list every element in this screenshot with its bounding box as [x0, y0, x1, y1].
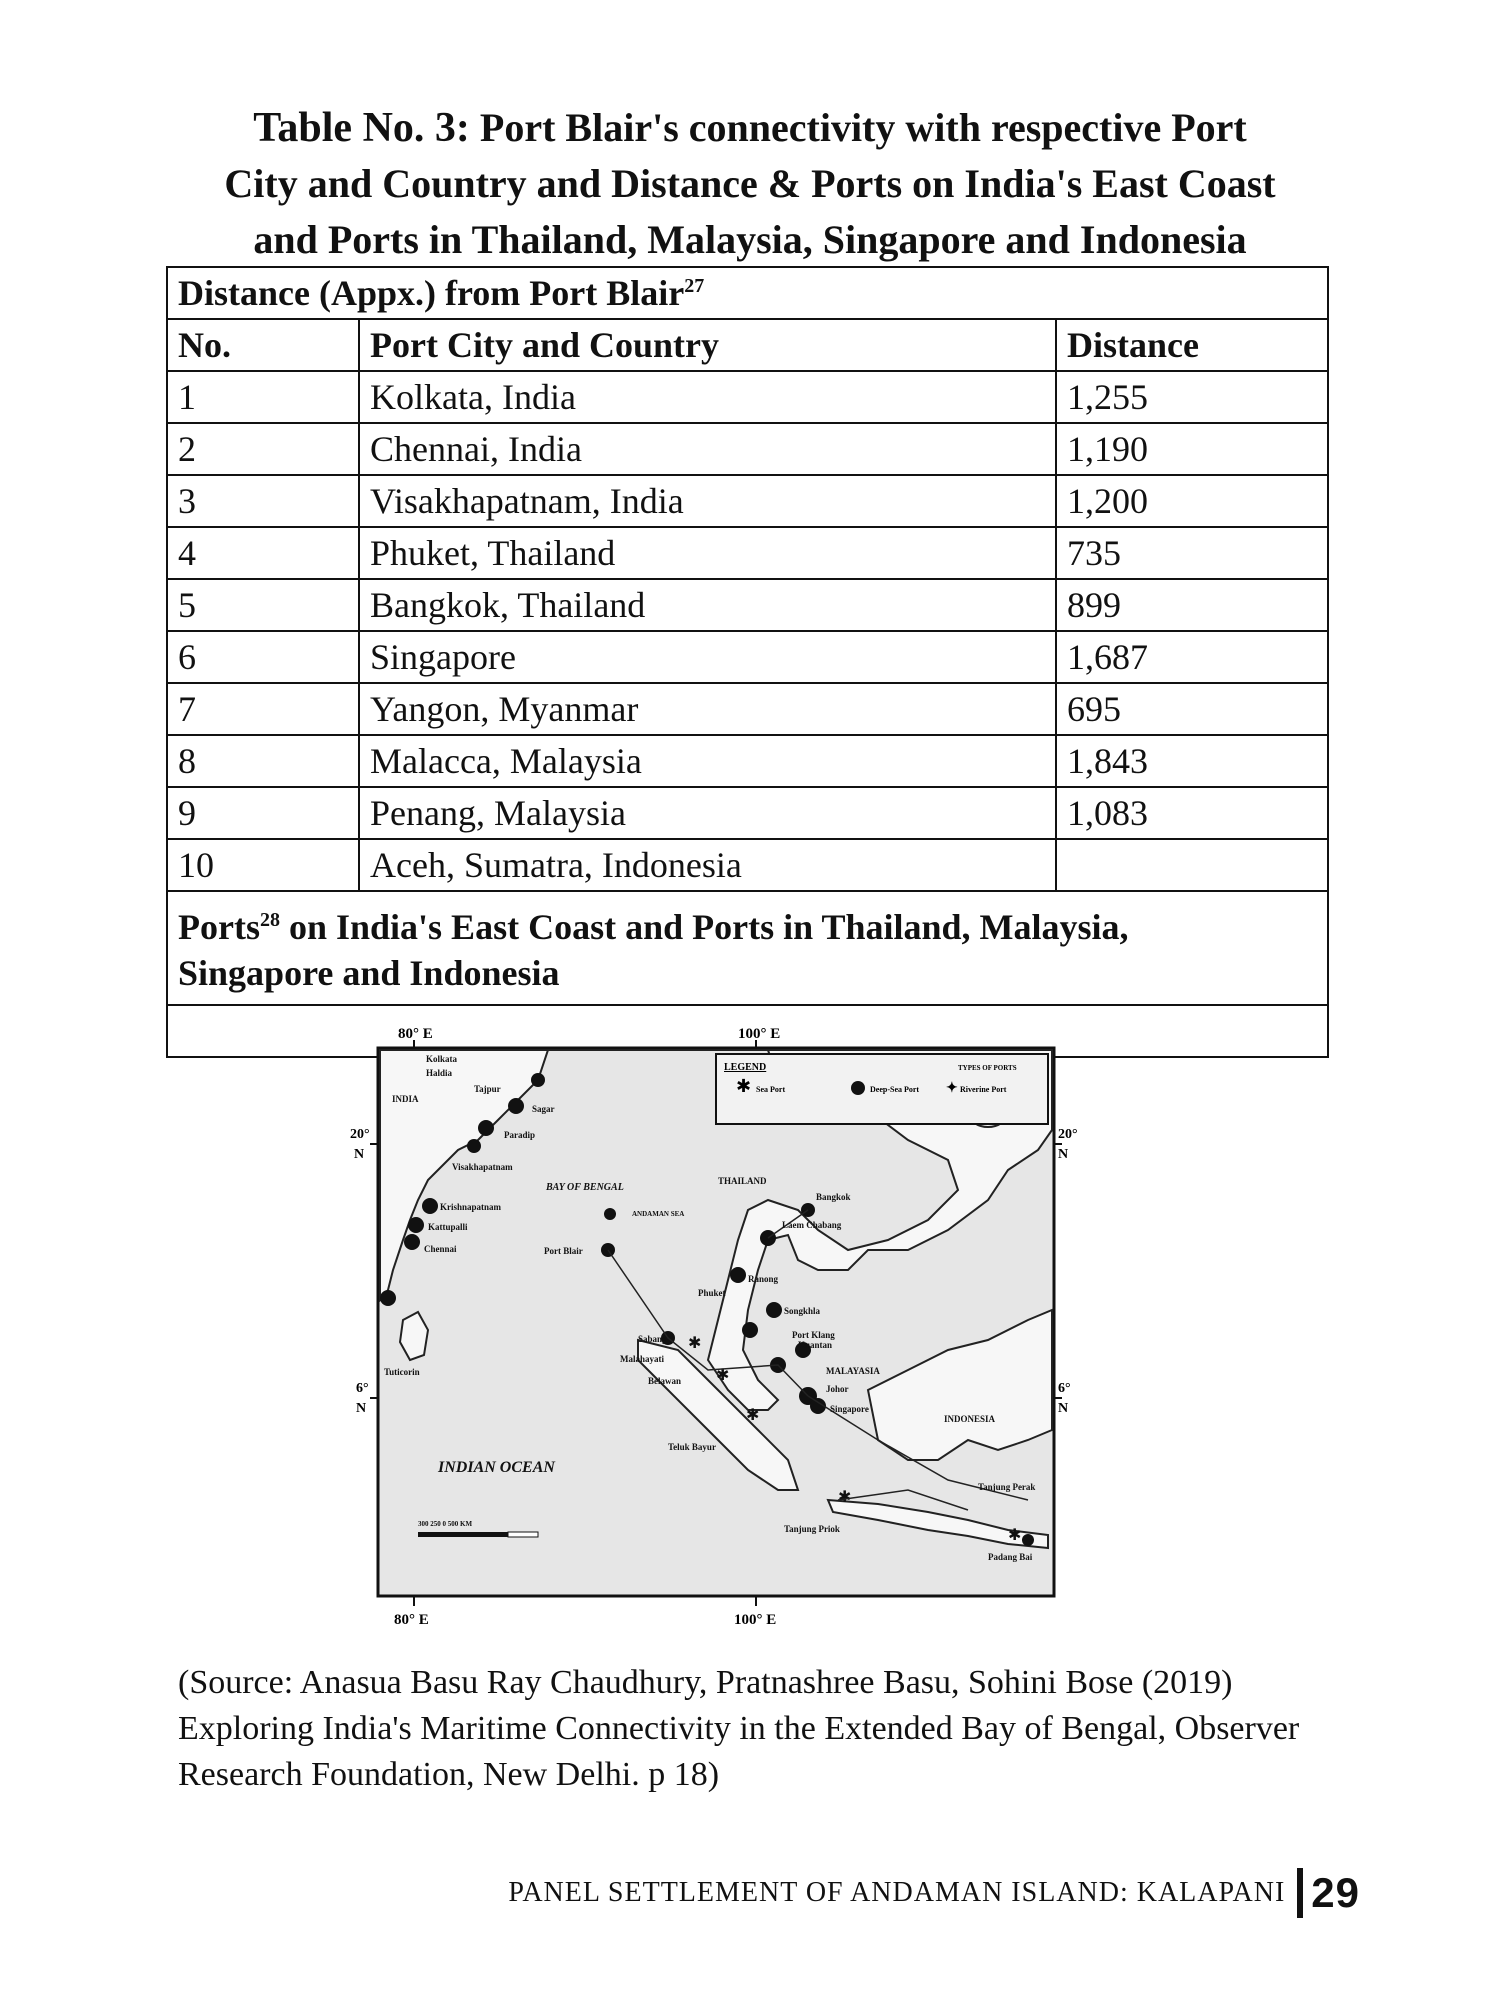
svg-text:✱: ✱	[1008, 1527, 1022, 1544]
lat-label-6-left: 6°	[356, 1381, 369, 1396]
cell-no: 10	[167, 839, 359, 891]
cell-distance: 1,255	[1056, 371, 1328, 423]
lat-n-left-2: N	[356, 1401, 367, 1416]
riverine-port-icon: ✦	[946, 1081, 958, 1096]
col-header-no: No.	[167, 319, 359, 371]
lon-label-top-left: 80° E	[398, 1026, 433, 1042]
table-row	[167, 683, 1328, 735]
running-title: PANEL SETTLEMENT OF ANDAMAN ISLAND: KALAPANI	[508, 1877, 1286, 1908]
ports-map	[348, 1020, 1078, 1640]
svg-text:✱: ✱	[838, 1489, 852, 1506]
legend-sea: Sea Port	[756, 1085, 786, 1094]
cell-distance: 899	[1056, 579, 1328, 631]
cell-no: 3	[167, 475, 359, 527]
cell-no: 4	[167, 527, 359, 579]
label-tanjung-perak: Tanjung Perak	[978, 1482, 1036, 1492]
label-kuantan: Kuantan	[798, 1340, 833, 1350]
label-tajpur: Tajpur	[474, 1084, 501, 1094]
cell-port: Malacca, Malaysia	[359, 735, 1056, 787]
label-teluk-bayur: Teluk Bayur	[668, 1442, 716, 1452]
label-belawan: Belawan	[648, 1376, 682, 1386]
sea-port-icon: ✱	[736, 1076, 752, 1096]
cell-distance: 1,200	[1056, 475, 1328, 527]
label-krishnapatnam: Krishnapatnam	[440, 1202, 502, 1212]
lat-n-right-2: N	[1058, 1401, 1069, 1416]
map-cell	[167, 1005, 1328, 1793]
label-bay-of-bengal: BAY OF BENGAL	[546, 1182, 624, 1193]
cell-no: 9	[167, 787, 359, 839]
cell-distance: 1,843	[1056, 735, 1328, 787]
label-paradip: Paradip	[504, 1130, 536, 1140]
lon-label-bottom-left: 80° E	[394, 1612, 429, 1628]
ports-section-header: Ports$^{28}$ on India's East Coast and Ports in Thailand, Malaysia, Singapore and Indonesia	[167, 891, 1328, 1005]
page-footer	[508, 1868, 1360, 1918]
label-johor: Johor	[826, 1384, 849, 1394]
lon-label-bottom-right: 100° E	[734, 1612, 777, 1628]
section-header: Distance (Appx.) from Port Blair$^{27}$	[167, 267, 1328, 319]
label-haldia: Haldia	[426, 1068, 453, 1078]
cell-port: Visakhapatnam, India	[359, 475, 1056, 527]
legend-types: TYPES OF PORTS	[958, 1064, 1017, 1072]
footnote-28: 28	[259, 909, 280, 931]
legend-deep: Deep-Sea Port	[870, 1085, 920, 1094]
source-citation: (Source: Anasua Basu Ray Chaudhury, Pratnashree Basu, Sohini Bose (2019) Exploring India's Maritime Connectivity in the Extended Bay of Bengal, Observer Research Foundation, New Delhi. p 18)	[178, 1664, 1300, 1793]
footnote-27: 27	[684, 275, 705, 297]
page-number: 29	[1311, 1869, 1360, 1916]
label-tanjung-priok: Tanjung Priok	[784, 1524, 840, 1534]
label-kattupalli: Kattupalli	[428, 1222, 468, 1232]
lat-label-20-left: 20°	[350, 1127, 370, 1142]
table-row	[167, 475, 1328, 527]
table-row	[167, 579, 1328, 631]
cell-port: Kolkata, India	[359, 371, 1056, 423]
scale-bar	[418, 1532, 538, 1537]
cell-distance	[1056, 839, 1328, 891]
legend-river: Riverine Port	[960, 1085, 1007, 1094]
label-phuket: Phuket	[698, 1288, 726, 1298]
label-visakhapatnam: Visakhapatnam	[452, 1162, 513, 1172]
cell-no: 1	[167, 371, 359, 423]
cell-port: Yangon, Myanmar	[359, 683, 1056, 735]
map-figure	[348, 1020, 1078, 1640]
title-line-1: Port Blair's connectivity with respective Port	[479, 105, 1247, 150]
label-thailand: THAILAND	[718, 1176, 767, 1186]
cell-distance: 1,190	[1056, 423, 1328, 475]
lon-label-top-right: 100° E	[738, 1026, 781, 1042]
legend-title: LEGEND	[724, 1062, 767, 1073]
cell-distance: 1,687	[1056, 631, 1328, 683]
cell-distance: 1,083	[1056, 787, 1328, 839]
cell-distance: 695	[1056, 683, 1328, 735]
table-row	[167, 371, 1328, 423]
label-sabang: Sabang	[638, 1334, 667, 1344]
cell-no: 8	[167, 735, 359, 787]
lat-label-20-right: 20°	[1058, 1127, 1078, 1142]
title-line-2: City and Country and Distance & Ports on India's East Coast	[224, 161, 1276, 206]
label-port-blair: Port Blair	[544, 1246, 583, 1256]
table-title	[140, 100, 1360, 268]
cell-port: Aceh, Sumatra, Indonesia	[359, 839, 1056, 891]
label-ranong: Ranong	[748, 1274, 779, 1284]
cell-port: Phuket, Thailand	[359, 527, 1056, 579]
label-scale: 300 250 0 500 KM	[418, 1520, 473, 1528]
label-sagar: Sagar	[532, 1104, 555, 1114]
label-chennai: Chennai	[424, 1244, 457, 1254]
cell-port: Bangkok, Thailand	[359, 579, 1056, 631]
table-row	[167, 787, 1328, 839]
label-singapore: Singapore	[830, 1404, 869, 1414]
table-row	[167, 631, 1328, 683]
label-andaman-sea: ANDAMAN SEA	[632, 1210, 685, 1218]
footer-divider	[1297, 1868, 1303, 1918]
label-port-klang: Port Klang	[792, 1330, 835, 1340]
label-indonesia: INDONESIA	[944, 1414, 996, 1424]
label-bangkok: Bangkok	[816, 1192, 851, 1202]
distance-table	[166, 266, 1329, 1793]
label-songkhla: Songkhla	[784, 1306, 821, 1316]
label-malaysia: MALAYASIA	[826, 1366, 880, 1376]
label-padang-bai: Padang Bai	[988, 1552, 1033, 1562]
col-header-distance: Distance	[1056, 319, 1328, 371]
cell-distance: 735	[1056, 527, 1328, 579]
lat-label-6-right: 6°	[1058, 1381, 1071, 1396]
label-india: INDIA	[392, 1094, 419, 1104]
col-header-port: Port City and Country	[359, 319, 1056, 371]
deep-sea-port-icon	[851, 1081, 865, 1095]
title-line-3: and Ports in Thailand, Malaysia, Singapore and Indonesia	[253, 217, 1247, 262]
label-malahayati: Malahayati	[620, 1354, 664, 1364]
cell-port: Singapore	[359, 631, 1056, 683]
cell-no: 6	[167, 631, 359, 683]
cell-no: 2	[167, 423, 359, 475]
svg-text:✱: ✱	[716, 1367, 730, 1384]
cell-port: Chennai, India	[359, 423, 1056, 475]
table-row	[167, 735, 1328, 787]
table-row	[167, 527, 1328, 579]
table-number: Table No. 3:	[253, 105, 470, 151]
lat-n-right: N	[1058, 1147, 1069, 1162]
svg-text:✱: ✱	[746, 1407, 760, 1424]
cell-port: Penang, Malaysia	[359, 787, 1056, 839]
cell-no: 5	[167, 579, 359, 631]
table-row	[167, 423, 1328, 475]
svg-text:✱: ✱	[688, 1335, 702, 1352]
cell-no: 7	[167, 683, 359, 735]
table-row	[167, 839, 1328, 891]
label-tuticorin: Tuticorin	[384, 1367, 420, 1377]
label-kolkata: Kolkata	[426, 1054, 458, 1064]
label-laem-chabang: Laem Chabang	[782, 1220, 842, 1230]
lat-n-left: N	[354, 1147, 365, 1162]
label-indian-ocean: INDIAN OCEAN	[438, 1459, 555, 1476]
